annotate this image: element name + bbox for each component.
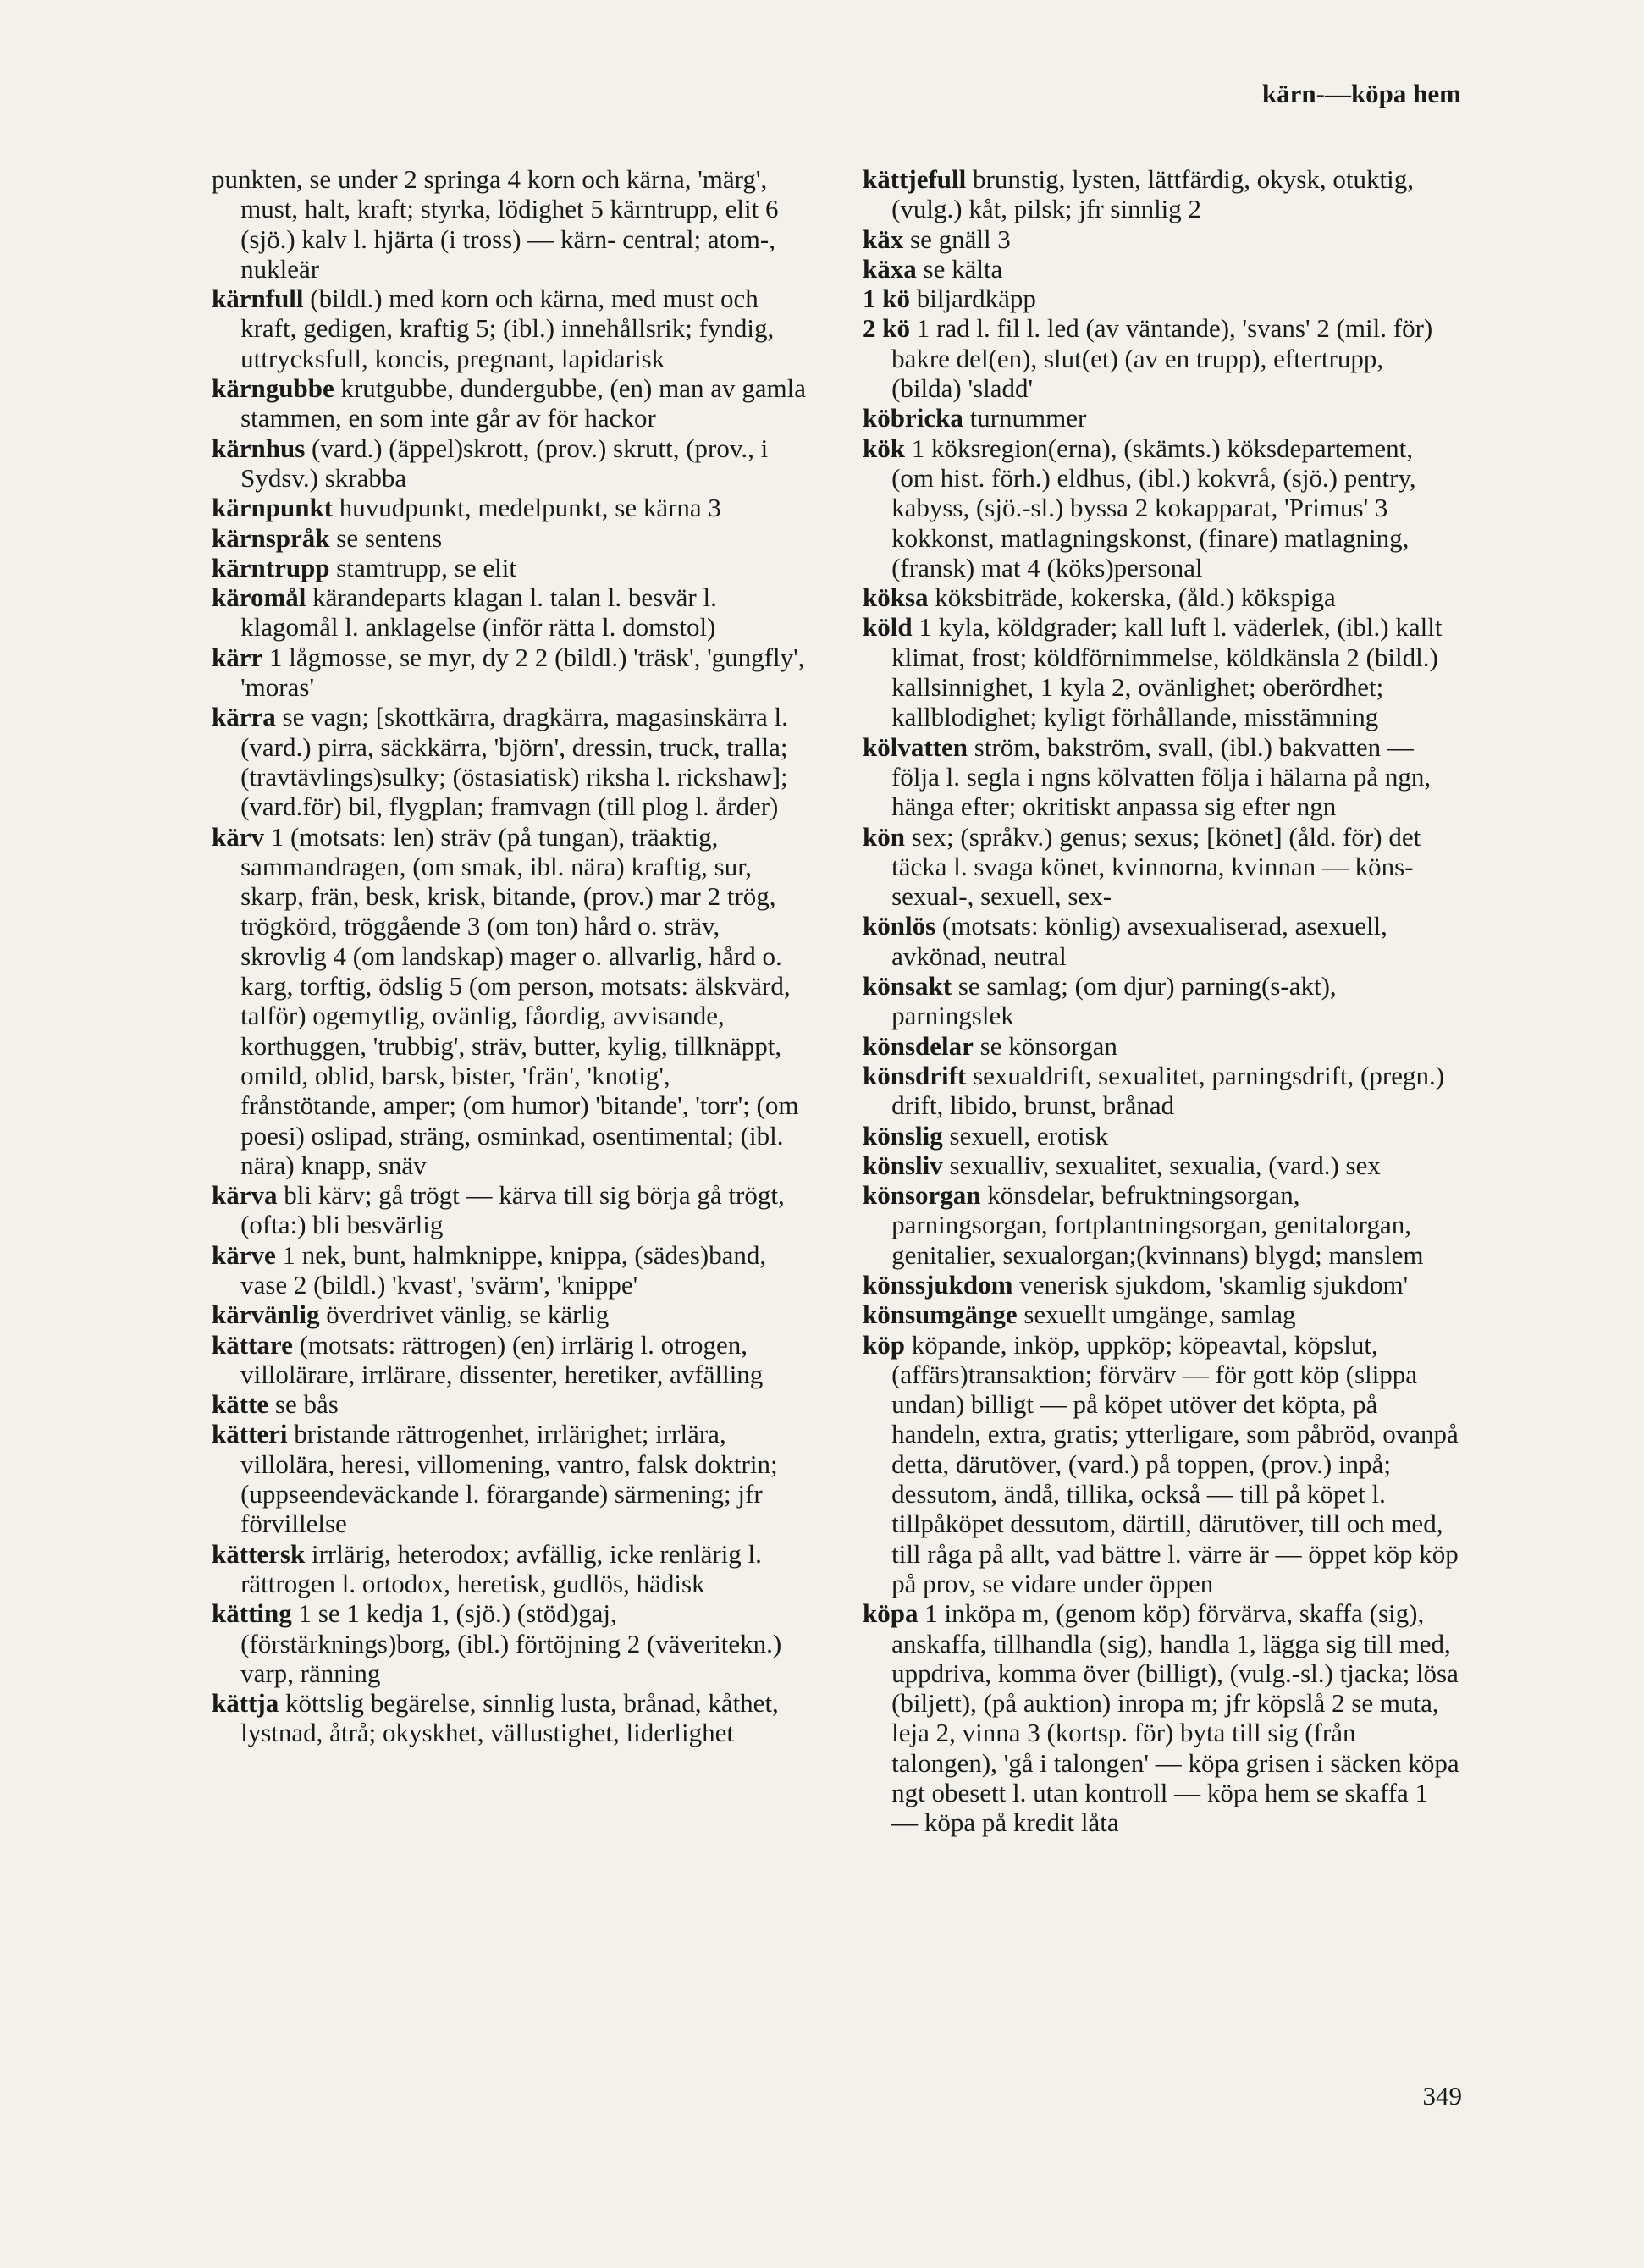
dictionary-entry — [212, 1180, 808, 1240]
entry-headword: kärva — [212, 1180, 278, 1211]
entry-definition: sexualliv, sexualitet, sexualia, (vard.) sex — [942, 1150, 1381, 1180]
entry-definition: punkten, se under 2 springa 4 korn och kärna, 'märg', must, halt, kraft; styrka, lödighet 5 kärntrupp, elit 6 (sjö.) kalv l. hjärta (i tross) — kärn- central; atom-, nukleär — [212, 164, 779, 284]
entry-headword: kärntrupp — [212, 552, 330, 582]
entry-definition: 1 rad l. fil l. led (av väntande), 'svans' 2 (mil. för) bakre del(en), slut(et) (av en trupp), eftertrupp, (bilda) 'sladd' — [891, 313, 1433, 404]
entry-headword: kätteri — [212, 1419, 288, 1449]
entry-headword: könsliv — [863, 1150, 943, 1180]
entry-headword: kättersk — [212, 1538, 306, 1569]
entry-definition: ström, bakström, svall, (ibl.) bakvatten — följa l. segla i ngns kölvatten följa i hälarna på ngn, hänga efter; okritiskt anpassa sig efter ngn — [891, 731, 1432, 822]
entry-definition: köksbiträde, kokerska, (åld.) kökspiga — [928, 582, 1336, 613]
entry-definition: (motsats: rättrogen) (en) irrlärig l. otrogen, villolärare, irrlärare, dissenter, heretiker, avfälling — [240, 1329, 764, 1389]
dictionary-entry — [863, 1061, 1459, 1121]
entry-headword: kölvatten — [863, 731, 968, 762]
entry-definition: brunstig, lysten, lättfärdig, okysk, otuktig, (vulg.) kåt, pilsk; jfr sinnlig 2 — [891, 164, 1414, 224]
dictionary-entry — [863, 1598, 1459, 1837]
entry-headword: kärnspråk — [212, 522, 330, 553]
entry-headword: kön — [863, 821, 905, 852]
entry-headword: könsdrift — [863, 1060, 967, 1090]
entry-headword: käromål — [212, 582, 306, 613]
dictionary-entry — [212, 582, 808, 643]
entry-definition: sexualdrift, sexualitet, parningsdrift, (pregn.) drift, libido, brunst, brånad — [891, 1060, 1445, 1121]
dictionary-entry — [863, 1330, 1459, 1599]
entry-definition: (vard.) (äppel)skrott, (prov.) skrutt, (prov., i Sydsv.) skrabba — [240, 433, 769, 493]
entry-definition: 1 kyla, köldgrader; kall luft l. väderlek, (ibl.) kallt klimat, frost; köldförnimmelse, köldkänsla 2 (bildl.) kallsinnighet, 1 kyla 2, ovänlighet; oberördhet; kallblodighet; kyligt förhållande, misstämning — [891, 612, 1443, 732]
entry-headword: köp — [863, 1329, 905, 1360]
entry-definition: krutgubbe, dundergubbe, (en) man av gamla stammen, en som inte går av för hackor — [240, 373, 806, 433]
entry-definition: se samlag; (om djur) parning(s-akt), parningslek — [891, 971, 1337, 1031]
dictionary-entry — [212, 1330, 808, 1390]
entry-headword: kök — [863, 433, 905, 463]
entry-definition: 1 lågmosse, se myr, dy 2 2 (bildl.) 'träsk', 'gungfly', 'moras' — [240, 642, 805, 703]
entry-definition: 1 inköpa m, (genom köp) förvärva, skaffa (sig), anskaffa, tillhandla (sig), handla 1, lägga sig till med, uppdriva, komma över (billigt), (vulg.-sl.) tjacka; lösa (biljett), (på auktion) inropa m; jfr köpslå 2 se muta, leja 2, vinna 3 (kortsp. för) byta till sig (från talongen), 'gå i talongen' — köpa grisen i säcken köpa ngt obesett l. utan kontroll — köpa hem se skaffa 1 — köpa på kredit låta — [891, 1598, 1459, 1838]
dictionary-entry — [212, 493, 808, 522]
dictionary-entry — [212, 643, 808, 703]
dictionary-entry — [863, 732, 1459, 822]
entry-headword: kärr — [212, 642, 263, 672]
entry-definition: köttslig begärelse, sinnlig lusta, brånad, kåthet, lystnad, åtrå; okyskhet, vällustighet, liderlighet — [240, 1688, 779, 1748]
entry-headword: 1 kö — [863, 284, 910, 314]
dictionary-entry — [212, 1539, 808, 1599]
dictionary-entry — [212, 1419, 808, 1538]
dictionary-entry — [212, 373, 808, 433]
entry-definition: sexuellt umgänge, samlag — [1017, 1300, 1296, 1330]
entry-definition: könsdelar, befruktningsorgan, parningsorgan, fortplantningsorgan, genitalorgan, genitalier, sexualorgan;(kvinnans) blygd; manslem — [891, 1180, 1424, 1270]
dictionary-entry — [863, 164, 1459, 224]
entry-headword: kärvänlig — [212, 1300, 320, 1330]
entry-definition: 1 köksregion(erna), (skämts.) köksdepartement, (om hist. förh.) eldhus, (ibl.) kokvrå, (sjö.) pentry, kabyss, (sjö.-sl.) byssa 2 kokapparat, 'Primus' 3 kokkonst, matlagningskonst, (finare) matlagning, (fransk) mat 4 (köks)personal — [891, 433, 1416, 582]
entry-headword: könsumgänge — [863, 1300, 1018, 1330]
entry-definition: stamtrupp, se elit — [329, 552, 516, 582]
entry-definition: se vagn; [skottkärra, dragkärra, magasinskärra l. (vard.) pirra, säckkärra, 'björn', dressin, truck, tralla; (travtävlings)sulky; (östasiatisk) riksha l. rickshaw]; (vard.för) bil, flygplan; framvagn (till plog l. årder) — [240, 702, 788, 822]
dictionary-entry — [212, 1300, 808, 1329]
entry-headword: kärve — [212, 1239, 276, 1270]
entry-headword: köbricka — [863, 403, 963, 433]
right-column — [863, 164, 1459, 1838]
entry-definition: venerisk sjukdom, 'skamlig sjukdom' — [1012, 1269, 1409, 1300]
dictionary-entry — [863, 254, 1459, 284]
dictionary-entry — [212, 702, 808, 821]
dictionary-entry — [212, 1240, 808, 1300]
entry-headword: kärra — [212, 702, 276, 732]
dictionary-entry — [212, 1389, 808, 1419]
dictionary-entry — [863, 582, 1459, 612]
entry-definition: huvudpunkt, medelpunkt, se kärna 3 — [333, 493, 721, 523]
entry-headword: kärv — [212, 821, 264, 852]
dictionary-entry — [863, 1151, 1459, 1180]
entry-headword: kättjefull — [863, 164, 967, 194]
dictionary-entry — [212, 523, 808, 553]
dictionary-entry — [212, 433, 808, 494]
entry-definition: 1 se 1 kedja 1, (sjö.) (stöd)gaj, (förstärknings)borg, (ibl.) förtöjning 2 (väveritekn.) varp, ränning — [240, 1598, 782, 1688]
entry-headword: kärnhus — [212, 433, 306, 463]
dictionary-entry — [212, 164, 808, 284]
entry-definition: sexuell, erotisk — [942, 1120, 1109, 1151]
entry-definition: (bildl.) med korn och kärna, med must och kraft, gedigen, kraftig 5; (ibl.) innehållsrik; fyndig, uttrycksfull, koncis, pregnant, lapidarisk — [240, 284, 775, 373]
dictionary-entry — [863, 612, 1459, 731]
entry-headword: kättja — [212, 1688, 279, 1719]
entry-headword: käx — [863, 223, 904, 254]
entry-definition: se gnäll 3 — [903, 223, 1011, 254]
entry-definition: se sentens — [329, 522, 443, 553]
entry-headword: kättare — [212, 1329, 293, 1360]
entry-definition: sex; (språkv.) genus; sexus; [könet] (åld. för) det täcka l. svaga könet, kvinnorna, kvinnan — köns- sexual-, sexuell, sex- — [891, 821, 1421, 912]
dictionary-entry — [212, 1688, 808, 1748]
dictionary-entry — [212, 822, 808, 1181]
dictionary-entry — [863, 971, 1459, 1031]
entry-headword: 2 kö — [863, 313, 910, 344]
dictionary-entry — [863, 313, 1459, 403]
entry-headword: könsakt — [863, 971, 952, 1002]
entry-headword: köld — [863, 612, 913, 643]
entry-definition: se bås — [268, 1389, 339, 1420]
entry-definition: kärandeparts klagan l. talan l. besvär l. klagomål l. anklagelse (inför rätta l. domstol) — [240, 582, 717, 643]
entry-headword: könsdelar — [863, 1030, 974, 1061]
dictionary-entry — [212, 284, 808, 373]
entry-headword: könlös — [863, 911, 936, 941]
entry-headword: kätte — [212, 1389, 269, 1420]
entry-headword: könssjukdom — [863, 1269, 1013, 1300]
dictionary-entry — [212, 553, 808, 582]
dictionary-entry — [863, 433, 1459, 582]
entry-headword: köpa — [863, 1598, 919, 1629]
entry-headword: könsorgan — [863, 1180, 981, 1211]
dictionary-entry — [863, 1270, 1459, 1300]
entry-definition: köpande, inköp, uppköp; köpeavtal, köpslut, (affärs)transaktion; förvärv — för gott köp (slippa undan) billigt — på köpet utöver det köpta, på handeln, extra, gratis; ytterligare, som påbröd, ovanpå detta, därutöver, (vard.) på toppen, (prov.) inpå; dessutom, ändå, tillika, också — till på köpet l. tillpåköpet dessutom, därtill, därutöver, till och med, till råga på allt, vad bättre l. värre är — öppet köp köp på prov, se vidare under öppen — [891, 1329, 1459, 1598]
dictionary-entry — [863, 822, 1459, 912]
dictionary-entry — [863, 1031, 1459, 1061]
entry-headword: könslig — [863, 1120, 943, 1151]
entry-headword: köksa — [863, 582, 929, 613]
entry-headword: kärnfull — [212, 284, 304, 314]
dictionary-entry — [863, 403, 1459, 433]
entry-definition: se kälta — [916, 253, 1003, 284]
entry-definition: (motsats: könlig) avsexualiserad, asexuell, avkönad, neutral — [891, 911, 1387, 971]
dictionary-entry — [863, 1180, 1459, 1270]
entry-headword: käxa — [863, 253, 917, 284]
entry-headword: kärngubbe — [212, 373, 334, 404]
dictionary-entry — [863, 911, 1459, 971]
entry-definition: 1 nek, bunt, halmknippe, knippa, (sädes)band, vase 2 (bildl.) 'kvast', 'svärm', 'knippe' — [240, 1239, 767, 1300]
entry-definition: se könsorgan — [973, 1030, 1117, 1061]
entry-definition: biljardkäpp — [910, 284, 1036, 314]
entry-headword: kärnpunkt — [212, 493, 334, 523]
dictionary-entry — [863, 1121, 1459, 1151]
dictionary-entry — [863, 1300, 1459, 1329]
left-column — [212, 164, 808, 1748]
entry-definition: överdrivet vänlig, se kärlig — [319, 1300, 610, 1330]
dictionary-entry — [212, 1598, 808, 1688]
entry-definition: turnummer — [963, 403, 1087, 433]
running-header: kärn-—köpa hem — [1261, 79, 1461, 108]
entry-definition: bristande rättrogenhet, irrlärighet; irrlära, villolära, heresi, villomening, vantro, falsk doktrin; (uppseendeväckande l. förargande) särmening; jfr förvillelse — [240, 1419, 778, 1539]
entry-definition: 1 (motsats: len) sträv (på tungan), träaktig, sammandragen, (om smak, ibl. nära) kraftig, sur, skarp, frän, besk, krisk, bitande, (prov.) mar 2 trög, trögkörd, tröggående 3 (om ton) hård o. sträv, skrovlig 4 (om landskap) mager o. allvarlig, hård o. karg, torftig, ödslig 5 (om person, motsats: älskvärd, talför) ogemytlig, ovänlig, fåordig, avvisande, korthuggen, 'trubbig', sträv, butter, kylig, tillknäppt, omild, oblid, barsk, bister, 'frän', 'knotig', frånstötande, amper; (om humor) 'bitande', 'torr'; (om poesi) oslipad, sträng, osminkad, osentimental; (ibl. nära) knapp, snäv — [240, 821, 799, 1180]
entry-definition: irrlärig, heterodox; avfällig, icke renlärig l. rättrogen l. ortodox, heretisk, gudlös, hädisk — [240, 1538, 762, 1598]
dictionary-entry — [863, 224, 1459, 254]
entry-headword: kätting — [212, 1598, 292, 1629]
page-number: 349 — [1422, 2081, 1462, 2111]
entry-definition: bli kärv; gå trögt — kärva till sig börja gå trögt, (ofta:) bli besvärlig — [240, 1180, 785, 1240]
dictionary-entry — [863, 284, 1459, 313]
